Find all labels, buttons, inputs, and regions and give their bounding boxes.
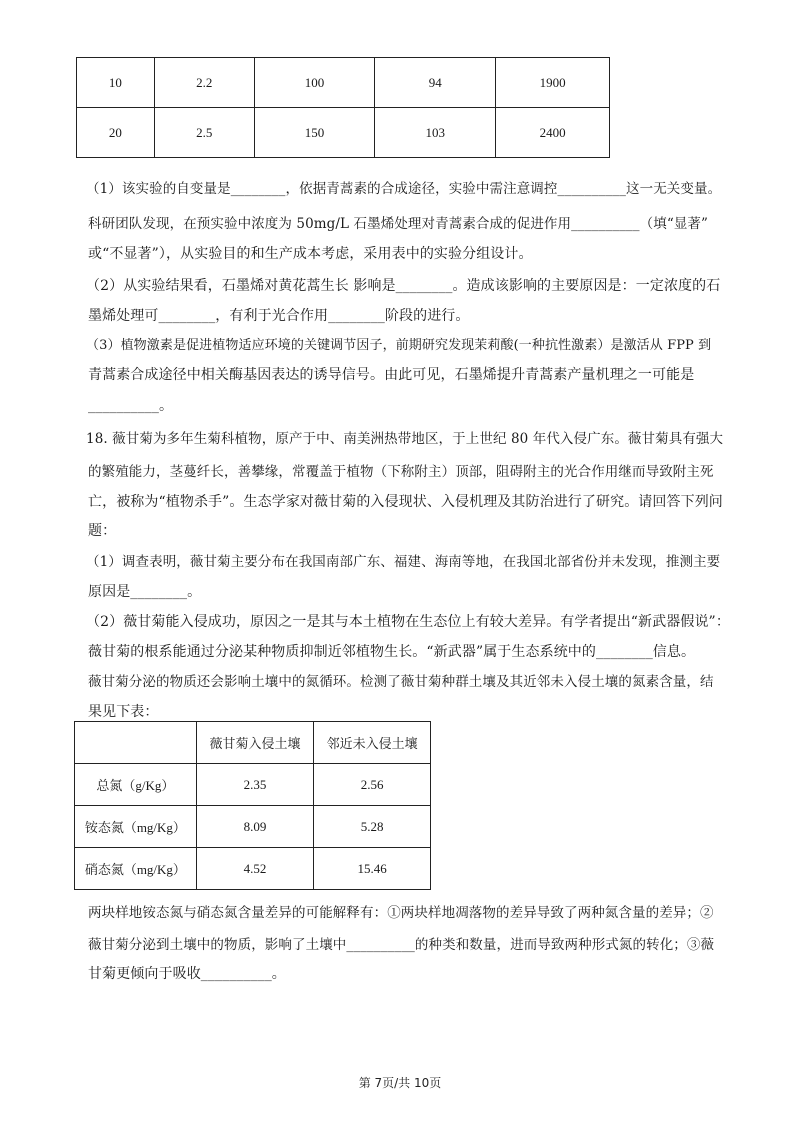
q18-text-line: 甘菊更倾向于吸收__________。 — [88, 966, 286, 982]
table-cell: 硝态氮（mg/Kg） — [75, 848, 197, 890]
table-cell: 94 — [375, 58, 496, 108]
table-cell: 103 — [375, 108, 496, 158]
table-cell: 4.52 — [196, 848, 314, 890]
table-cell: 1900 — [496, 58, 610, 108]
q18-text-line: 原因是________。 — [88, 584, 202, 600]
q18-text-line: 亡，被称为“植物杀手”。生态学家对薇甘菊的入侵现状、入侵机理及其防治进行了研究。请回答下列问 — [88, 494, 723, 510]
q18-text-line: 题： — [88, 523, 117, 539]
table-row — [77, 58, 610, 108]
q17-text-line: （3）植物激素是促进植物适应环境的关键调节因子，前期研究发现茉莉酸(一种抗性激素）是激活从 FPP 到 — [86, 338, 712, 353]
table-cell: 8.09 — [196, 806, 314, 848]
table-row — [75, 806, 431, 848]
q17-text-line: （1）该实验的自变量是________，依据青蒿素的合成途径，实验中需注意调控__________这一无关变量。 — [86, 181, 722, 197]
q18-text-line: 薇甘菊分泌的物质还会影响土壤中的氮循环。检测了薇甘菊种群土壤及其近邻未入侵土壤的氮素含量，结 — [88, 674, 714, 690]
q17-text-line: 青蒿素合成途径中相关酶基因表达的诱导信号。由此可见，石墨烯提升青蒿素产量机理之一可能是 — [88, 367, 695, 383]
table-row — [75, 848, 431, 890]
table-cell: 100 — [254, 58, 375, 108]
q18-text-line: 的繁殖能力，茎蔓纤长，善攀缘，常覆盖于植物（下称附主）顶部，阻碍附主的光合作用继而导致附主死 — [88, 464, 714, 480]
table-cell: 总氮（g/Kg） — [75, 764, 197, 806]
table-cell: 铵态氮（mg/Kg） — [75, 806, 197, 848]
q17-text-line: （2）从实验结果看，石墨烯对黄花蒿生长 影响是________。造成该影响的主要原因是：一定浓度的石 — [86, 278, 721, 294]
table-cell: 15.46 — [314, 848, 431, 890]
table-header-cell — [75, 722, 197, 764]
table-row — [77, 108, 610, 158]
table-cell: 2400 — [496, 108, 610, 158]
q18-text-line: 薇甘菊的根系能通过分泌某种物质抑制近邻植物生长。“新武器”属于生态系统中的________信息。 — [88, 644, 696, 660]
q18-text-line: 薇甘菊分泌到土壤中的物质，影响了土壤中__________的种类和数量，进而导致两种形式氮的转化；③薇 — [88, 937, 715, 953]
table-cell: 10 — [77, 58, 155, 108]
table-cell: 2.5 — [154, 108, 254, 158]
table-cell: 20 — [77, 108, 155, 158]
table-cell: 5.28 — [314, 806, 431, 848]
table-header-cell: 邻近未入侵土壤 — [314, 722, 431, 764]
q17-text-line: __________。 — [88, 398, 174, 414]
table-cell: 150 — [254, 108, 375, 158]
table-cell: 2.2 — [154, 58, 254, 108]
table-header-row — [75, 722, 431, 764]
q17-text-line: 或“不显著”），从实验目的和生产成本考虑，采用表中的实验分组设计。 — [88, 246, 533, 262]
q17-text-line: 墨烯处理可________，有利于光合作用________阶段的进行。 — [88, 308, 470, 324]
page-footer: 第 7页/共 10页 — [358, 1076, 442, 1090]
q17-text-line: 科研团队发现，在预实验中浓度为 50mg/L 石墨烯处理对青蒿素合成的促进作用__________（填“显著” — [88, 216, 709, 232]
q18-text-line: 两块样地铵态氮与硝态氮含量差异的可能解释有：①两块样地凋落物的差异导致了两种氮含量的差异；② — [88, 905, 714, 921]
q18-text-line: 18. 薇甘菊为多年生菊科植物，原产于中、南美洲热带地区，于上世纪 80 年代入侵广东。薇甘菊具有强大 — [86, 431, 724, 447]
nitrogen-content-table — [74, 721, 431, 890]
experiment-data-table — [76, 57, 610, 158]
q18-text-line: （2）薇甘菊能入侵成功，原因之一是其与本土植物在生态位上有较大差异。有学者提出“新武器假说”： — [86, 614, 730, 630]
table-row — [75, 764, 431, 806]
table-cell: 2.35 — [196, 764, 314, 806]
q18-text-line: （1）调查表明，薇甘菊主要分布在我国南部广东、福建、海南等地，在我国北部省份并未发现，推测主要 — [86, 554, 721, 570]
table-cell: 2.56 — [314, 764, 431, 806]
table-header-cell: 薇甘菊入侵土壤 — [196, 722, 314, 764]
q18-text-line: 果见下表： — [88, 704, 159, 720]
